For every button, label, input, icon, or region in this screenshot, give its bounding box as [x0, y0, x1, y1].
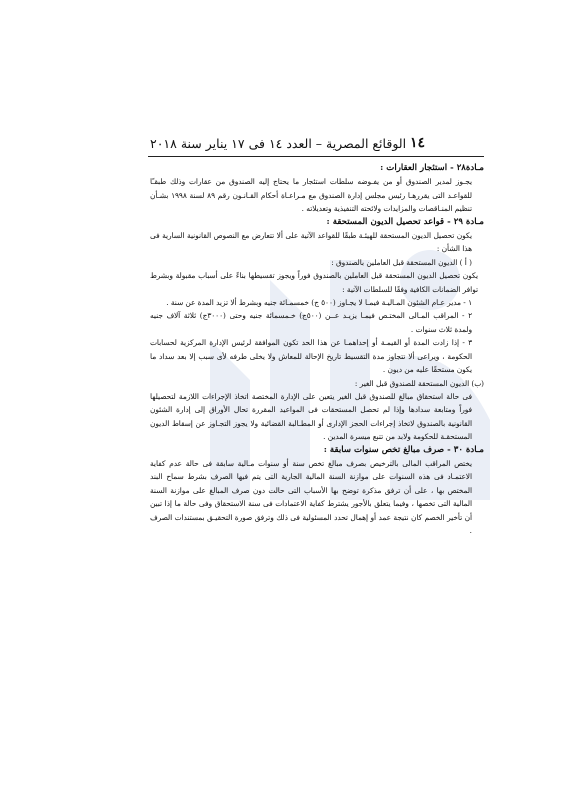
page-number: ١٤: [409, 135, 425, 151]
article-29-heading: مـادة ٢٩ - قواعد تحصيل الديون المستحقة :: [326, 216, 484, 227]
section-a-text: يكون تحصيل الديون المستحقة قبل العاملين بالصندوق فوراً ويجوز تقسيطها بناءً على أسباب مقبولة وبشرط توافر الضمانات الكافية وفقًا للسلطات الآتية :: [150, 271, 478, 294]
section-a-item-3: ٣ - إذا زادت المدة أو القيمـة أو إحداهمـا عن هذا الحد تكون الموافقة لرئيس الإدارة المركزية لحسابات الحكومة ، ويراعى ألا تتجاوز مدة التقسيط تاريخ الإحالة للمعاش ولا يخلى طرفه لأى سبب إلا بعد سداد ما يكون مستحقًا عليه من ديون .: [150, 338, 472, 375]
document-body: [150, 162, 484, 537]
section-a-item-2: ٢ - المراقب المـالى المختـص فيمـا يزيـد عــن (٥٠٠ج) خـمسمائة جنيه وحتى (٣٠٠٠ج) ثلاثة آلاف جنيه ولمدة ثلاث سنوات .: [150, 311, 472, 334]
page-header: [150, 132, 425, 154]
section-a-title: ( أ ) الديون المستحقة قبل العاملين بالصندوق :: [331, 257, 472, 267]
header-divider: [148, 156, 484, 157]
section-b-text: فى حالة استحقاق مبالغ للصندوق قبل الغير يتعين على الإدارة المختصة اتخاذ الإجراءات اللازمة لتحصيلها فوراً ومتابعة سدادها وإذا لم تحصل المستحقات فى المواعيد المقررة تحال الأوراق إلى إدارة الشئون القانونية بالصندوق لاتخاذ إجراءات الحجز الإدارى أو المطـالبة القضائية ولا يجوز التجـاوز عن إسقاط الديون المستحقـة للحكومة ولابد من تتبع ميسرة المدين .: [150, 391, 472, 442]
article-28-heading: مـادة٢٨ - استئجار العقارات :: [380, 163, 484, 173]
article-29-intro: يكون تحصيل الديون المستحقة للهيئـة طبقًا للقواعد الآتية على ألا تتعارض مع النصوص القانونية السارية فى هذا الشأن :: [150, 231, 472, 254]
article-28-text: يجـوز لمدير الصندوق أو من يفـوضه سلطات استئجار ما يحتاج إليه الصندوق من عقارات وذلك طبقـًا للقواعـد التى يقررهـا رئيس مجلس إدارة الصندوق مع مـراعـاة أحكام القـانـون رقم ٨٩ لسنة ١٩٩٨ بشـأن تنظيم المنـاقصات والمزايدات ولائحته التنفيذية وتعديلاته .: [150, 177, 472, 214]
section-b-title: (ب) الديون المستحقة للصندوق قبل الغير :: [354, 378, 484, 388]
gazette-title: الوقائع المصرية – العدد ١٤ فى ١٧ يناير سنة ٢٠١٨: [150, 135, 407, 151]
section-a-item-1: ١ - مدير عـام الشئون المـاليـة فيمـا لا يجـاوز (٥٠٠ ج) خمسمـائة جنيه وبشرط ألا تزيد المدة عن سنة .: [166, 298, 472, 308]
article-30-text: يختص المراقب المالى بالترخيص بصرف مبالغ تخص سنة أو سنوات مـالية سابقة فى حالة عدم كفاية الاعتمـاد فى هذه السنوات على موازنة السنة المالية الجارية التى يتم فيها الصرف بشرط سماح البند المختص بها ، على أن ترفق مذكرة توضح بها الأسباب التى حالت دون صرف المبالغ على موازنة السنة المالية التى تخصها ، وفيما يتعلق بالأجور يشترط كفاية الاعتمادات فى سنة الاستحقاق وفى حالة ما إذا تبين أن تأخير الخصم كان نتيجة عمد أو إهمال تحدد المسئولية فى ذلك وترفق صورة التحقيـق بمستندات الصرف .: [150, 458, 472, 535]
article-30-heading: مـادة ٣٠ - صرف مبالغ تخص سنوات سابقة :: [323, 444, 484, 455]
